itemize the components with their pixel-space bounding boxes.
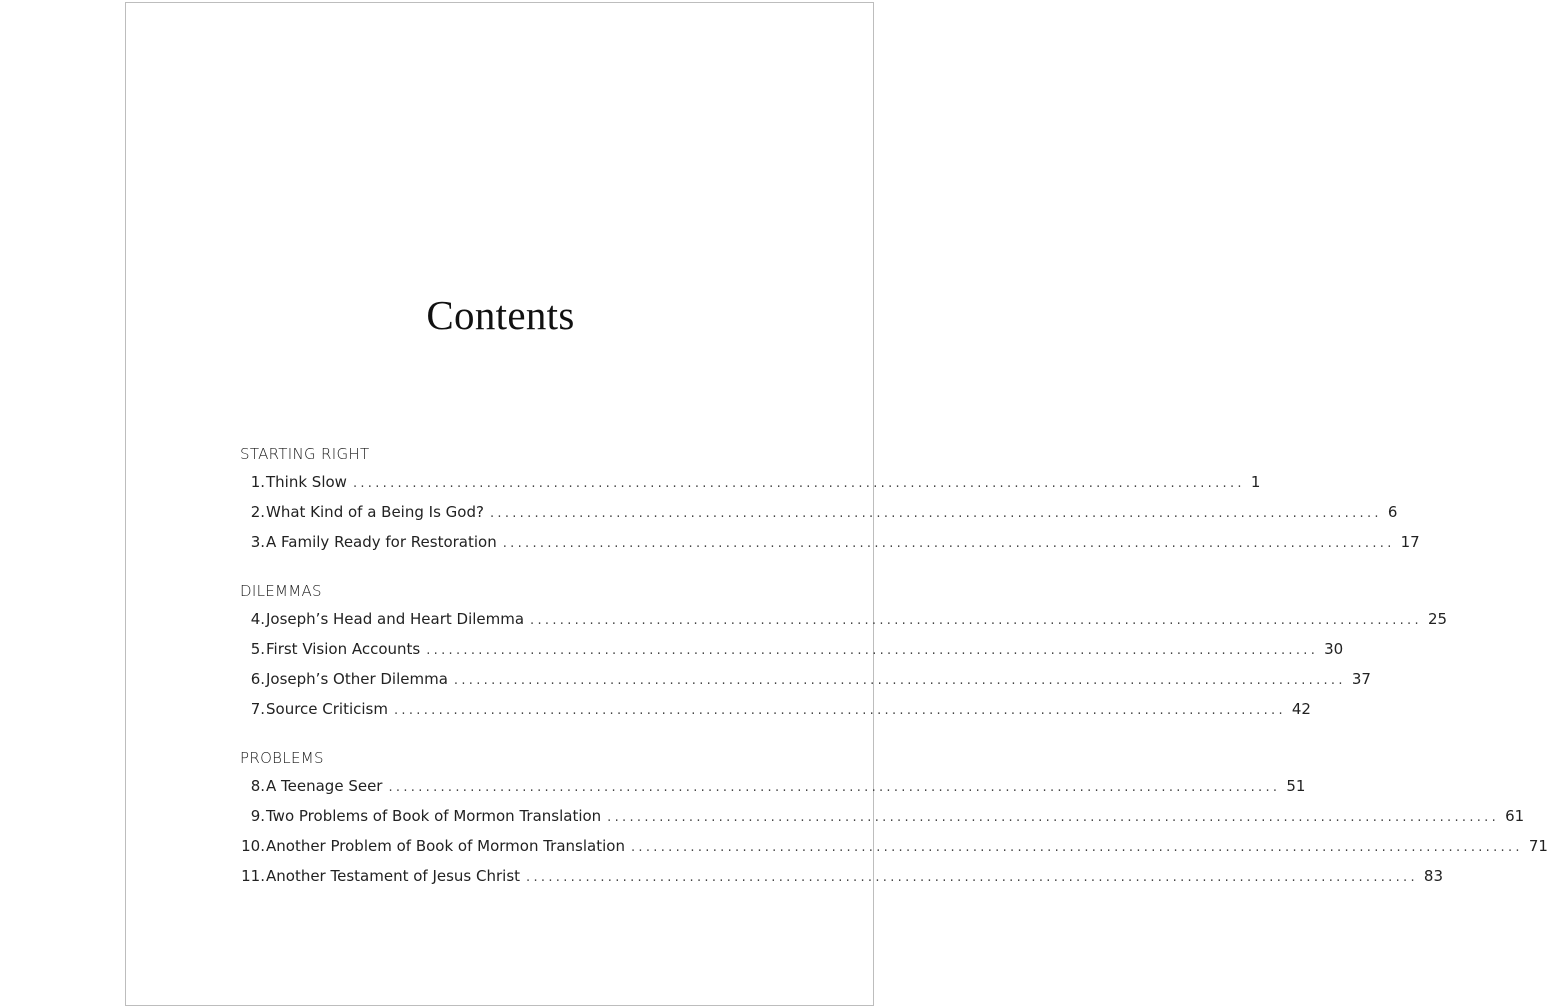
toc-entry: [240, 771, 1306, 801]
dot-leader: ........................................................................................................................: [426, 643, 1319, 658]
section-heading: STARTING RIGHT: [240, 445, 370, 463]
entry-number: 5.: [250, 640, 265, 658]
entry-page-number: 30: [1324, 640, 1344, 658]
entry-title: Joseph’s Other Dilemma: [266, 670, 448, 688]
entry-number: 1.: [250, 473, 265, 491]
entry-title: Think Slow: [266, 473, 347, 491]
book-page: [125, 2, 1548, 1006]
entry-number: 9.: [250, 807, 265, 825]
toc-entry: [240, 527, 1420, 557]
entry-title: A Teenage Seer: [266, 777, 383, 795]
entry-page-number: 25: [1427, 610, 1448, 628]
entry-page-number: 61: [1505, 807, 1525, 825]
toc-entry: [240, 467, 1261, 497]
entry-title: Joseph’s Head and Heart Dilemma: [266, 610, 525, 628]
toc-entry: [240, 861, 1444, 891]
dot-leader: ........................................................................................................................: [453, 673, 1346, 688]
entry-title: Source Criticism: [266, 700, 388, 718]
toc-section-problems: [240, 745, 1548, 891]
toc-entry: [240, 604, 1448, 634]
dot-leader: ........................................................................................................................: [394, 703, 1286, 718]
table-of-contents: [240, 441, 1548, 912]
entry-page-number: 37: [1351, 670, 1371, 688]
page-title: Contents: [426, 292, 575, 338]
entry-number: 6.: [250, 670, 265, 688]
toc-entry: [240, 497, 1398, 527]
entry-page-number: 83: [1423, 867, 1444, 885]
toc-entry: [240, 831, 1548, 861]
entry-title: Two Problems of Book of Mormon Translation: [266, 807, 602, 825]
entry-number: 8.: [250, 777, 265, 795]
dot-leader: ........................................................................................................................: [502, 536, 1395, 551]
entry-page-number: 1: [1250, 473, 1261, 491]
dot-leader: ........................................................................................................................: [388, 780, 1281, 795]
dot-leader: ........................................................................................................................: [526, 870, 1418, 885]
section-heading: PROBLEMS: [240, 749, 324, 767]
entry-page-number: 6: [1387, 503, 1398, 521]
entry-page-number: 42: [1291, 700, 1311, 718]
toc-entry: [240, 664, 1371, 694]
entry-title: Another Problem of Book of Mormon Translation: [266, 837, 625, 855]
entry-number: 2.: [250, 503, 265, 521]
toc-section-dilemmas: [240, 578, 1448, 724]
toc-entry: [240, 694, 1311, 724]
dot-leader: ........................................................................................................................: [607, 810, 1500, 825]
entry-number: 4.: [250, 610, 265, 628]
dot-leader: ........................................................................................................................: [352, 476, 1245, 491]
toc-section-starting-right: [240, 441, 1420, 557]
dot-leader: ........................................................................................................................: [489, 506, 1382, 521]
entry-number: 3.: [250, 533, 265, 551]
entry-number: 10.: [241, 837, 265, 855]
entry-page-number: 71: [1528, 837, 1548, 855]
section-heading: DILEMMAS: [240, 582, 322, 600]
dot-leader: ........................................................................................................................: [630, 840, 1523, 855]
entry-page-number: 17: [1400, 533, 1420, 551]
entry-number: 11.: [241, 867, 265, 885]
entry-title: A Family Ready for Restoration: [266, 533, 497, 551]
toc-entry: [240, 634, 1344, 664]
toc-entry: [240, 801, 1525, 831]
entry-number: 7.: [250, 700, 265, 718]
dot-leader: ........................................................................................................................: [530, 613, 1422, 628]
entry-title: First Vision Accounts: [266, 640, 421, 658]
entry-page-number: 51: [1286, 777, 1306, 795]
entry-title: What Kind of a Being Is God?: [266, 503, 484, 521]
entry-title: Another Testament of Jesus Christ: [266, 867, 521, 885]
